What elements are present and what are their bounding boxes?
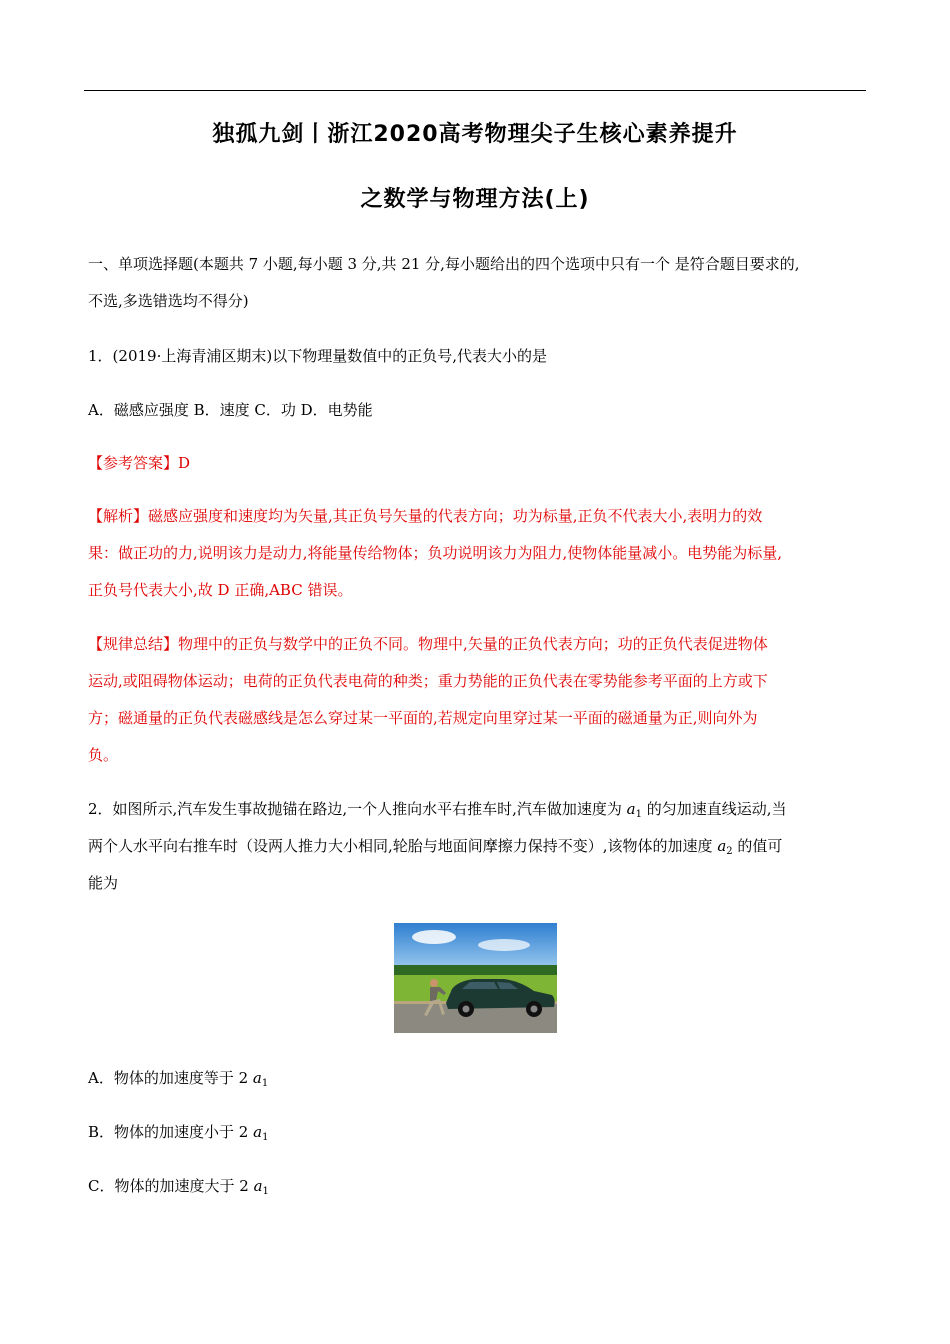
q2-line1-text-end: 的匀加速直线运动,当 — [641, 800, 787, 818]
var-a: a — [253, 1177, 263, 1195]
option-c — [88, 1168, 878, 1210]
subscript: 1 — [635, 809, 642, 820]
analysis-line: 正负号代表大小,故 D 正确,ABC 错误。 — [88, 581, 353, 599]
var-a: a — [252, 1069, 262, 1087]
section-heading-line-2: 不选,多选错选均不得分) — [88, 292, 249, 310]
option-b — [88, 1114, 878, 1156]
option-a — [88, 1060, 878, 1102]
summary-line: 方；磁通量的正负代表磁感线是怎么穿过某一平面的,若规定向里穿过某一平面的磁通量为正,则向外为 — [88, 709, 758, 727]
car-push-photo — [394, 923, 557, 1033]
analysis-line: 果：做正功的力,说明该力是动力,将能量传给物体；负功说明该力为阻力,使物体能量减小。电势能为标量, — [88, 544, 783, 562]
var-a: a — [626, 800, 636, 818]
var-a: a — [717, 837, 727, 855]
var-a: a — [253, 1123, 263, 1141]
summary-line: 【规律总结】物理中的正负与数学中的正负不同。物理中,矢量的正负代表方向；功的正负代表促进物体 — [88, 635, 768, 653]
question-2-line-2 — [88, 828, 878, 870]
q2-line2-text-end: 的值可 — [732, 837, 783, 855]
question-2-line-3: 能为 — [88, 874, 119, 892]
option-c-text: C．物体的加速度大于 2 — [88, 1177, 254, 1195]
subscript: 1 — [262, 1132, 269, 1143]
subscript: 2 — [726, 846, 733, 857]
header-rule — [84, 90, 866, 91]
page-title-line-1: 独孤九剑丨浙江2020高考物理尖子生核心素养提升 — [212, 122, 738, 147]
question-1-answer: 【参考答案】D — [88, 454, 191, 472]
summary-line: 运动,或阻碍物体运动；电荷的正负代表电荷的种类；重力势能的正负代表在零势能参考平面的上方或下 — [88, 672, 768, 690]
q2-line1-text: 2．如图所示,汽车发生事故抛锚在路边,一个人推向水平右推车时,汽车做加速度为 — [88, 800, 627, 818]
page-title-line-2: 之数学与物理方法(上) — [360, 187, 590, 212]
option-b-text: B．物体的加速度小于 2 — [88, 1123, 254, 1141]
summary-line: 负。 — [88, 746, 119, 764]
subscript: 1 — [261, 1078, 269, 1089]
question-1-options: A．磁感应强度 B．速度 C．功 D．电势能 — [88, 401, 373, 419]
analysis-line: 【解析】磁感应强度和速度均为矢量,其正负号矢量的代表方向；功为标量,正负不代表大小,表明力的效 — [88, 507, 763, 525]
section-heading-line-1: 一、单项选择题(本题共 7 小题,每小题 3 分,共 21 分,每小题给出的四个选项中只有一个 是符合题目要求的, — [88, 255, 800, 273]
option-a-text: A．物体的加速度等于 2 — [88, 1069, 253, 1087]
q2-line2-text: 两个人水平向右推车时（设两人推力大小相同,轮胎与地面间摩擦力保持不变）,该物体的加速度 — [88, 837, 718, 855]
subscript: 1 — [262, 1186, 269, 1197]
question-1-stem: 1．(2019·上海青浦区期末)以下物理量数值中的正负号,代表大小的是 — [88, 347, 547, 365]
question-2-line-1 — [88, 791, 878, 833]
